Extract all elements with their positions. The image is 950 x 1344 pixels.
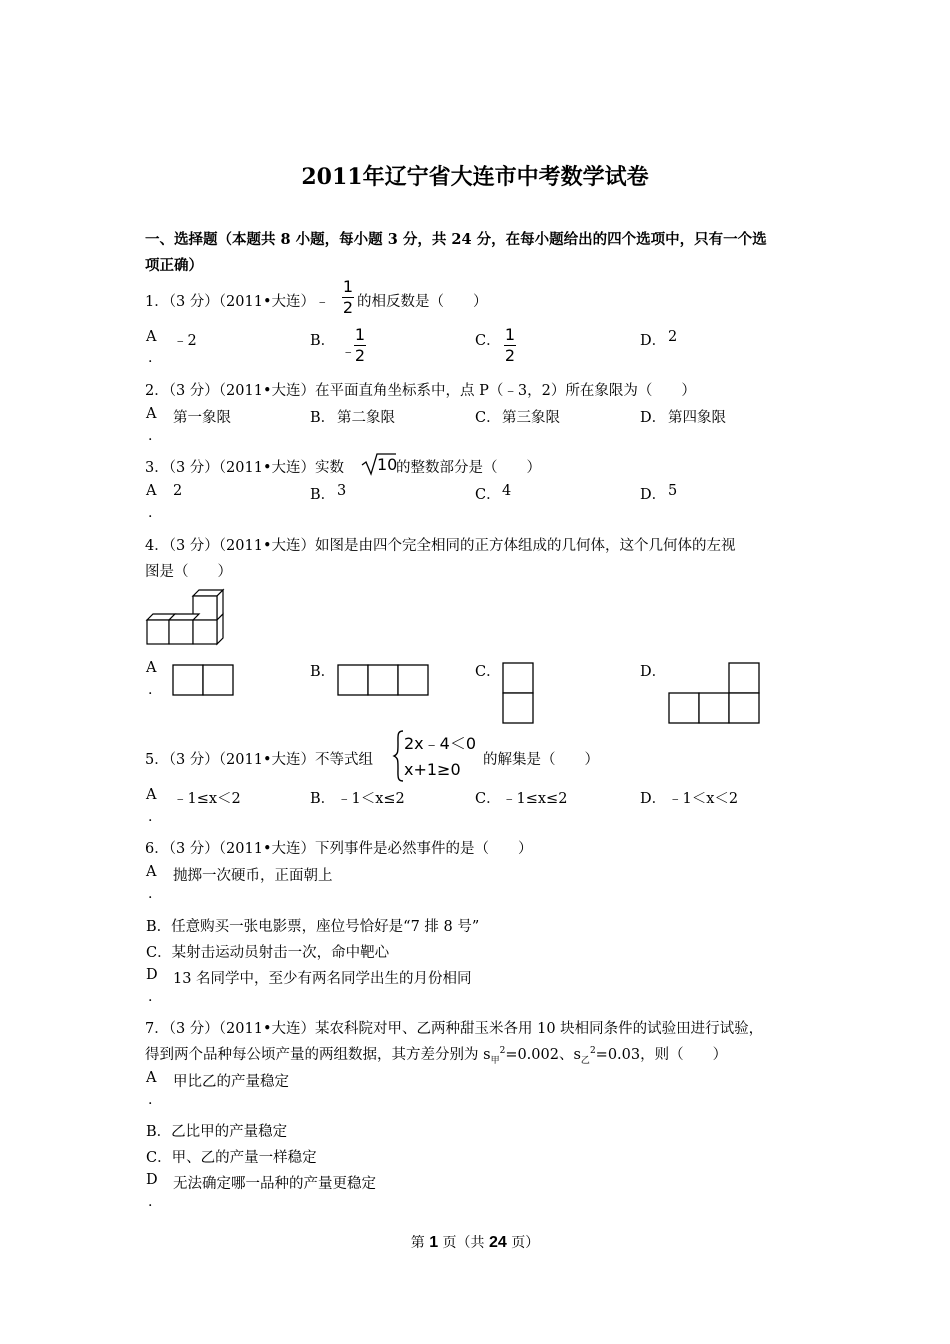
q4-option-c-figure [502, 662, 534, 724]
q1-suffix: 的相反数是（ ） [357, 294, 488, 310]
q5-option-b-label: B． [310, 791, 336, 807]
q7-stem-part-c: =0.03，则（ ） [595, 1047, 728, 1063]
q2-stem: 2．（3 分）（2011•大连）在平面直角坐标系中，点 P（﹣3，2）所在象限为（ ） [145, 383, 696, 399]
q2-option-d-label: D． [640, 410, 667, 426]
page-title: 2011年辽宁省大连市中考数学试卷 [301, 164, 649, 190]
q1-option-b-sign: ﹣ [341, 344, 356, 360]
footer-mid: 页（共 [442, 1235, 485, 1251]
q7-sub-jia: 甲 [490, 1055, 500, 1066]
q7-sup-2: 2 [589, 1046, 596, 1057]
q4-option-b-figure [337, 664, 429, 696]
q7-option-a-text: 甲比乙的产量稳定 [173, 1074, 289, 1090]
q4-option-a-dot: . [148, 682, 153, 698]
q4-option-a-label: A [146, 660, 157, 676]
q5-option-a-dot: . [148, 809, 153, 825]
q3-option-d-text: 5 [668, 483, 678, 499]
q6-option-a-text: 抛掷一次硬币，正面朝上 [173, 868, 333, 884]
q3-option-a-dot: . [148, 505, 153, 521]
q2-option-b-label: B． [310, 410, 336, 426]
q1-frac-den: 2 [342, 298, 354, 317]
q4-stem-line2: 图是（ ） [145, 564, 232, 580]
q1-option-b-label: B． [310, 333, 336, 349]
q7-option-b: B．乙比甲的产量稳定 [146, 1124, 288, 1140]
q7-option-c: C．甲、乙的产量一样稳定 [146, 1150, 317, 1166]
q1-option-c-num: 1 [504, 325, 516, 344]
cube-figure [145, 588, 230, 646]
q1-option-c-fraction [504, 326, 516, 365]
q5-suffix: 的解集是（ ） [483, 752, 599, 768]
footer-post: 页） [511, 1235, 540, 1251]
q7-option-a-dot: . [148, 1092, 153, 1108]
page-footer [0, 1232, 950, 1252]
q4-option-b-label: B． [310, 664, 336, 680]
q4-option-d-figure [668, 662, 760, 724]
q3-option-b-label: B． [310, 487, 336, 503]
q2-option-c-text: 第三象限 [502, 410, 560, 426]
q1-option-d-label: D． [640, 333, 667, 349]
q7-option-d-label: D [146, 1172, 158, 1188]
q4-option-a-figure [172, 664, 234, 696]
q1-frac-num: 1 [342, 277, 354, 296]
q5-option-c-label: C． [475, 791, 501, 807]
q1-option-a-dot: . [148, 350, 153, 366]
q3-option-d-label: D． [640, 487, 667, 503]
q3-option-a-text: 2 [173, 483, 183, 499]
q5-option-c-text: ﹣1≤x≤2 [502, 791, 568, 807]
q3-suffix: 的整数部分是（ ） [396, 460, 541, 476]
q7-option-d-text: 无法确定哪一品种的产量更稳定 [173, 1176, 376, 1192]
q1-option-b-num: 1 [354, 325, 366, 344]
q1-option-c-den: 2 [504, 346, 516, 365]
q5-inequality-1: 2x﹣4＜0 [404, 734, 477, 753]
q7-stem-part-a: 得到两个品种每公顷产量的两组数据，其方差分别为 s [145, 1047, 491, 1063]
q1-option-b-den: 2 [354, 346, 366, 365]
q1-prefix: 1．（3 分）（2011•大连）﹣ [145, 294, 330, 310]
q1-option-b-fraction [354, 326, 366, 365]
q3-option-a-label: A [146, 483, 157, 499]
q1-option-d-text: 2 [668, 329, 678, 345]
q7-sub-yi: 乙 [580, 1055, 590, 1066]
q7-option-d-dot: . [148, 1194, 153, 1210]
q6-option-a-label: A [146, 864, 157, 880]
q6-stem: 6．（3 分）（2011•大连）下列事件是必然事件的是（ ） [145, 841, 533, 857]
footer-pre: 第 [410, 1235, 425, 1251]
q6-option-d-dot: . [148, 989, 153, 1005]
q1-option-c-label: C． [475, 333, 501, 349]
footer-total-pages: 24 [489, 1234, 507, 1251]
q5-option-b-text: ﹣1＜x≤2 [337, 791, 405, 807]
q2-option-a-dot: . [148, 428, 153, 444]
q6-option-c: C．某射击运动员射击一次，命中靶心 [146, 945, 390, 961]
q3-option-c-text: 4 [502, 483, 512, 499]
q6-option-d-label: D [146, 967, 158, 983]
q7-stem-line1: 7．（3 分）（2011•大连）某农科院对甲、乙两种甜玉米各用 10 块相同条件的试验田进行试验， [145, 1021, 764, 1037]
q6-option-b: B．任意购买一张电影票，座位号恰好是“7 排 8 号” [146, 919, 480, 935]
q4-option-c-label: C． [475, 664, 501, 680]
q1-option-a-label: A [146, 329, 157, 345]
q7-option-a-label: A [146, 1070, 157, 1086]
section-heading-line1: 一、选择题（本题共 8 小题，每小题 3 分，共 24 分，在每小题给出的四个选项中，只有一个选 [145, 231, 767, 248]
q3-option-b-text: 3 [337, 483, 347, 499]
q6-option-d-text: 13 名同学中，至少有两名同学出生的月份相同 [173, 971, 472, 987]
q3-prefix: 3．（3 分）（2011•大连）实数 [145, 460, 345, 476]
q1-fraction [342, 278, 354, 317]
q2-option-d-text: 第四象限 [668, 410, 726, 426]
q5-option-d-label: D． [640, 791, 667, 807]
q5-inequality-2: x+1≥0 [404, 760, 461, 779]
q4-option-d-label: D． [640, 664, 667, 680]
section-heading-line2: 项正确） [145, 257, 203, 274]
q1-option-a-text: ﹣2 [173, 333, 197, 349]
q2-option-a-label: A [146, 406, 157, 422]
q6-option-a-dot: . [148, 886, 153, 902]
q2-option-a-text: 第一象限 [173, 410, 231, 426]
q3-option-c-label: C． [475, 487, 501, 503]
q3-radicand: 10 [377, 455, 398, 474]
q5-option-d-text: ﹣1＜x＜2 [668, 791, 739, 807]
q4-stem-line1: 4．（3 分）（2011•大连）如图是由四个完全相同的正方体组成的几何体，这个几何体的左视 [145, 538, 736, 554]
q2-option-c-label: C． [475, 410, 501, 426]
footer-page-number: 1 [429, 1234, 439, 1251]
q7-sup-1: 2 [499, 1046, 506, 1057]
q5-prefix: 5．（3 分）（2011•大连）不等式组 [145, 752, 374, 768]
q5-option-a-label: A [146, 787, 157, 803]
q7-stem-part-b: =0.002、s [505, 1047, 581, 1063]
q2-option-b-text: 第二象限 [337, 410, 395, 426]
q5-option-a-text: ﹣1≤x＜2 [173, 791, 241, 807]
q7-stem-line2 [145, 1043, 727, 1066]
